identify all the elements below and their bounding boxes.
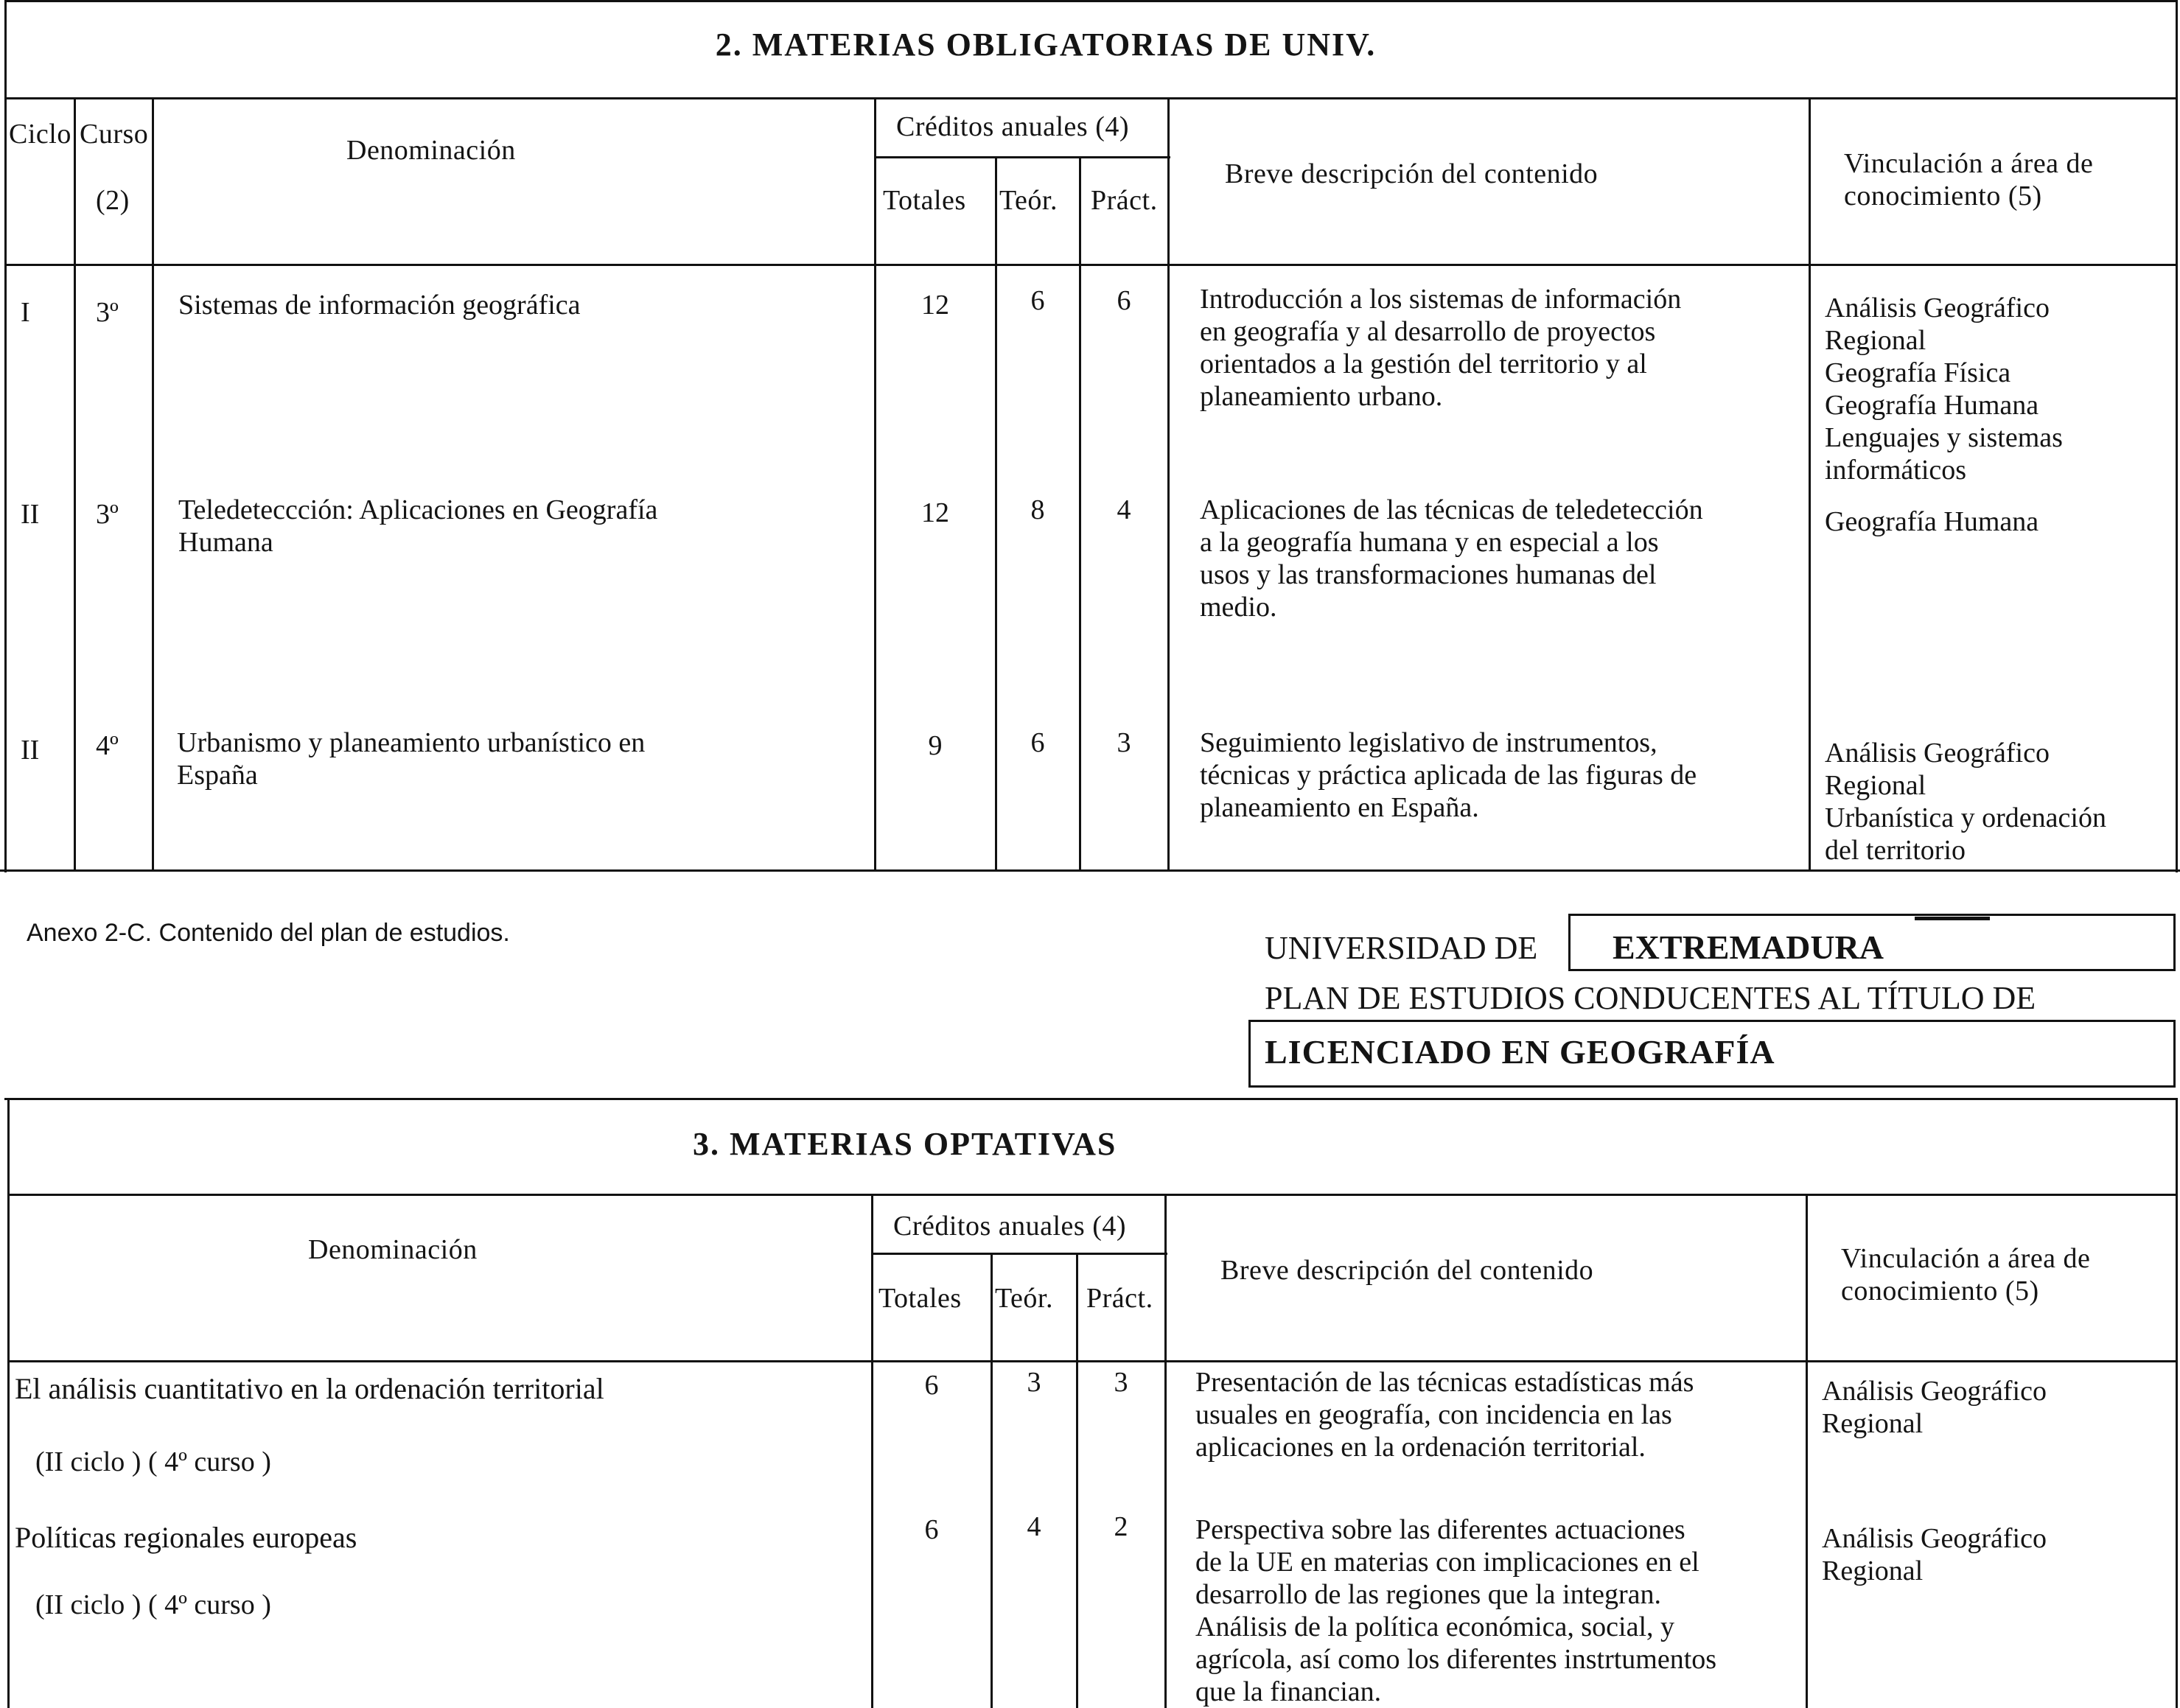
row3-vinculacion-line: Regional (1825, 770, 1926, 801)
header-vinculacion: Vinculación a área de (1844, 148, 2094, 179)
table2-title: 3. MATERIAS OPTATIVAS (693, 1126, 1117, 1162)
row2-vinculacion (1825, 505, 2038, 538)
row2-pract: 4 (1117, 494, 1131, 525)
row3-descripcion-line: planeamiento en España. (1200, 792, 1479, 823)
row2-descripcion (1200, 494, 1703, 623)
table1-col-line (1809, 97, 1811, 871)
opt-row2-descripcion-line: que la financian. (1195, 1676, 1382, 1707)
table1-header-divider (4, 264, 2177, 266)
table1-title-divider (4, 97, 2177, 99)
opt-row2-descripcion-line: agrícola, así como los diferentes instrtumentos (1195, 1644, 1717, 1675)
row1-teor: 6 (1030, 285, 1045, 316)
row3-vinculacion (1825, 737, 2106, 867)
row1-vinculacion-line: informáticos (1825, 455, 1967, 486)
t2-header-denominacion: Denominación (308, 1234, 478, 1265)
t2-header-descripcion: Breve descripción del contenido (1220, 1255, 1594, 1286)
header-descripcion: Breve descripción del contenido (1225, 158, 1599, 189)
table2-right-border (2176, 1098, 2178, 1708)
opt-row1-pract: 3 (1114, 1367, 1128, 1398)
opt-row1-descripcion-line: usuales en geografía, con incidencia en las (1195, 1399, 1672, 1430)
opt-row2-denominacion: Políticas regionales europeas (15, 1521, 357, 1554)
t2-header-vinculacion: Vinculación a área de (1841, 1243, 2091, 1274)
row2-descripcion-line: medio. (1200, 592, 1277, 623)
row2-descripcion-line: a la geografía humana y en especial a los (1200, 527, 1659, 558)
header-creditos: Créditos anuales (4) (896, 111, 1130, 142)
annex-caption: Anexo 2-C. Contenido del plan de estudios. (27, 919, 510, 947)
plan-label: PLAN DE ESTUDIOS CONDUCENTES AL TÍTULO DE (1265, 980, 2036, 1016)
row1-pract: 6 (1117, 285, 1131, 316)
opt-row2-pract: 2 (1114, 1511, 1128, 1542)
opt-row1-descripcion (1195, 1366, 1694, 1463)
header-vinculacion-l2: conocimiento (5) (1844, 181, 2042, 211)
table1-title: 2. MATERIAS OBLIGATORIAS DE UNIV. (715, 27, 1377, 63)
degree-title: LICENCIADO EN GEOGRAFÍA (1265, 1033, 1775, 1071)
t2-header-totales: Totales (878, 1283, 962, 1314)
row3-teor: 6 (1030, 727, 1045, 758)
opt-row1-denominacion: El análisis cuantitativo en la ordenación territorial (15, 1372, 604, 1405)
table1-col-line (152, 97, 154, 871)
table1-top-border (4, 0, 2177, 2)
table1-credits-divider (876, 156, 1170, 158)
row2-teor: 8 (1030, 494, 1045, 525)
row2-descripcion-line: usos y las transformaciones humanas del (1200, 559, 1657, 590)
table1-right-border (2176, 0, 2178, 872)
opt-row2-vinculacion-line: Análisis Geográfico (1822, 1523, 2047, 1554)
row1-curso: 3º (96, 297, 119, 328)
header-totales: Totales (883, 185, 966, 216)
university-label: UNIVERSIDAD DE (1265, 930, 1538, 966)
row3-descripcion-line: técnicas y práctica aplicada de las figuras de (1200, 760, 1697, 791)
row1-vinculacion-line: Geografía Humana (1825, 390, 2039, 421)
row1-totales: 12 (921, 290, 949, 321)
opt-row2-vinculacion-line: Regional (1822, 1555, 1924, 1586)
opt-row2-teor: 4 (1027, 1511, 1041, 1542)
row3-curso: 4º (96, 730, 119, 761)
header-curso: Curso (80, 119, 149, 150)
opt-row1-vinculacion (1822, 1375, 2047, 1440)
row1-denominacion: Sistemas de información geográfica (178, 290, 581, 321)
opt-row2-descripcion (1195, 1513, 1716, 1708)
opt-row1-descripcion-line: aplicaciones en la ordenación territorial. (1195, 1432, 1646, 1463)
university-box-mark (1915, 917, 1990, 920)
row3-pract: 3 (1117, 727, 1131, 758)
t2-header-teor: Teór. (995, 1283, 1053, 1314)
opt-row2-descripcion-line: Análisis de la política económica, social, y (1195, 1611, 1675, 1642)
table2-col-line (1164, 1194, 1167, 1708)
row1-descripcion (1200, 283, 1681, 413)
header-curso-note: (2) (96, 185, 130, 216)
t2-header-vinculacion-l2: conocimiento (5) (1841, 1275, 2039, 1306)
row3-descripcion (1200, 727, 1697, 824)
table2-left-border (7, 1098, 10, 1708)
table2-col-line (1076, 1253, 1078, 1708)
opt-row2-detalle: (II ciclo ) ( 4º curso ) (35, 1589, 271, 1620)
row2-curso: 3º (96, 499, 119, 530)
row2-totales: 12 (921, 497, 949, 528)
opt-row1-totales: 6 (924, 1370, 939, 1401)
opt-row1-detalle: (II ciclo ) ( 4º curso ) (35, 1446, 271, 1477)
row1-descripcion-line: Introducción a los sistemas de información (1200, 284, 1682, 315)
header-teor: Teór. (999, 185, 1058, 216)
row1-vinculacion-line: Lenguajes y sistemas (1825, 422, 2063, 453)
header-ciclo: Ciclo (9, 119, 71, 150)
opt-row2-descripcion-line: Perspectiva sobre las diferentes actuaciones (1195, 1514, 1685, 1545)
opt-row1-teor: 3 (1027, 1367, 1041, 1398)
row1-vinculacion-line: Regional (1825, 325, 1926, 356)
row2-ciclo: II (21, 499, 40, 530)
row2-descripcion-line: Aplicaciones de las técnicas de teledetección (1200, 494, 1703, 525)
opt-row2-descripcion-line: de la UE en materias con implicaciones en el (1195, 1547, 1699, 1578)
table2-top-border (4, 1098, 2177, 1100)
row2-denominacion-line: Humana (178, 527, 273, 558)
row1-vinculacion-line: Geografía Física (1825, 357, 2011, 388)
row1-vinculacion-line: Análisis Geográfico (1825, 293, 2050, 323)
row1-descripcion-line: orientados a la gestión del territorio y al (1200, 349, 1647, 379)
table2-col-line (871, 1194, 873, 1708)
table2-header-divider (7, 1360, 2177, 1362)
table2-col-line (1806, 1194, 1808, 1708)
row3-ciclo: II (21, 735, 40, 766)
row3-denominacion-line: Urbanismo y planeamiento urbanístico en (177, 727, 646, 758)
opt-row2-descripcion-line: desarrollo de las regiones que la integran. (1195, 1579, 1662, 1610)
row2-denominacion (178, 494, 657, 559)
opt-row1-descripcion-line: Presentación de las técnicas estadísticas más (1195, 1367, 1694, 1398)
row3-totales: 9 (928, 730, 943, 761)
row1-vinculacion (1825, 292, 2063, 486)
row2-vinculacion-line: Geografía Humana (1825, 506, 2039, 537)
row1-descripcion-line: planeamiento urbano. (1200, 381, 1443, 412)
row3-vinculacion-line: Urbanística y ordenación (1825, 802, 2106, 833)
table1-bottom-border (0, 869, 2180, 872)
row2-denominacion-line: Teledeteccción: Aplicaciones en Geografía (178, 494, 658, 525)
table2-col-line (991, 1253, 993, 1708)
opt-row1-vinculacion-line: Regional (1822, 1408, 1924, 1439)
table2-credits-divider (873, 1253, 1167, 1255)
opt-row2-totales: 6 (924, 1514, 939, 1545)
header-pract: Práct. (1091, 185, 1158, 216)
row3-denominacion-line: España (177, 760, 258, 791)
header-denominacion: Denominación (346, 135, 516, 166)
row3-denominacion (177, 727, 645, 791)
t2-header-creditos: Créditos anuales (4) (893, 1211, 1127, 1242)
row3-descripcion-line: Seguimiento legislativo de instrumentos, (1200, 727, 1657, 758)
row3-vinculacion-line: Análisis Geográfico (1825, 738, 2050, 769)
table1-col-line (74, 97, 76, 871)
row1-ciclo: I (21, 297, 30, 328)
t2-header-pract: Práct. (1086, 1283, 1153, 1314)
table2-title-divider (7, 1194, 2177, 1196)
opt-row1-vinculacion-line: Análisis Geográfico (1822, 1376, 2047, 1407)
row3-vinculacion-line: del territorio (1825, 835, 1966, 866)
table1-col-line (1167, 97, 1170, 871)
table1-left-border (4, 0, 7, 872)
university-name: EXTREMADURA (1613, 928, 1884, 966)
opt-row2-vinculacion (1822, 1522, 2047, 1587)
row1-descripcion-line: en geografía y al desarrollo de proyectos (1200, 316, 1656, 347)
